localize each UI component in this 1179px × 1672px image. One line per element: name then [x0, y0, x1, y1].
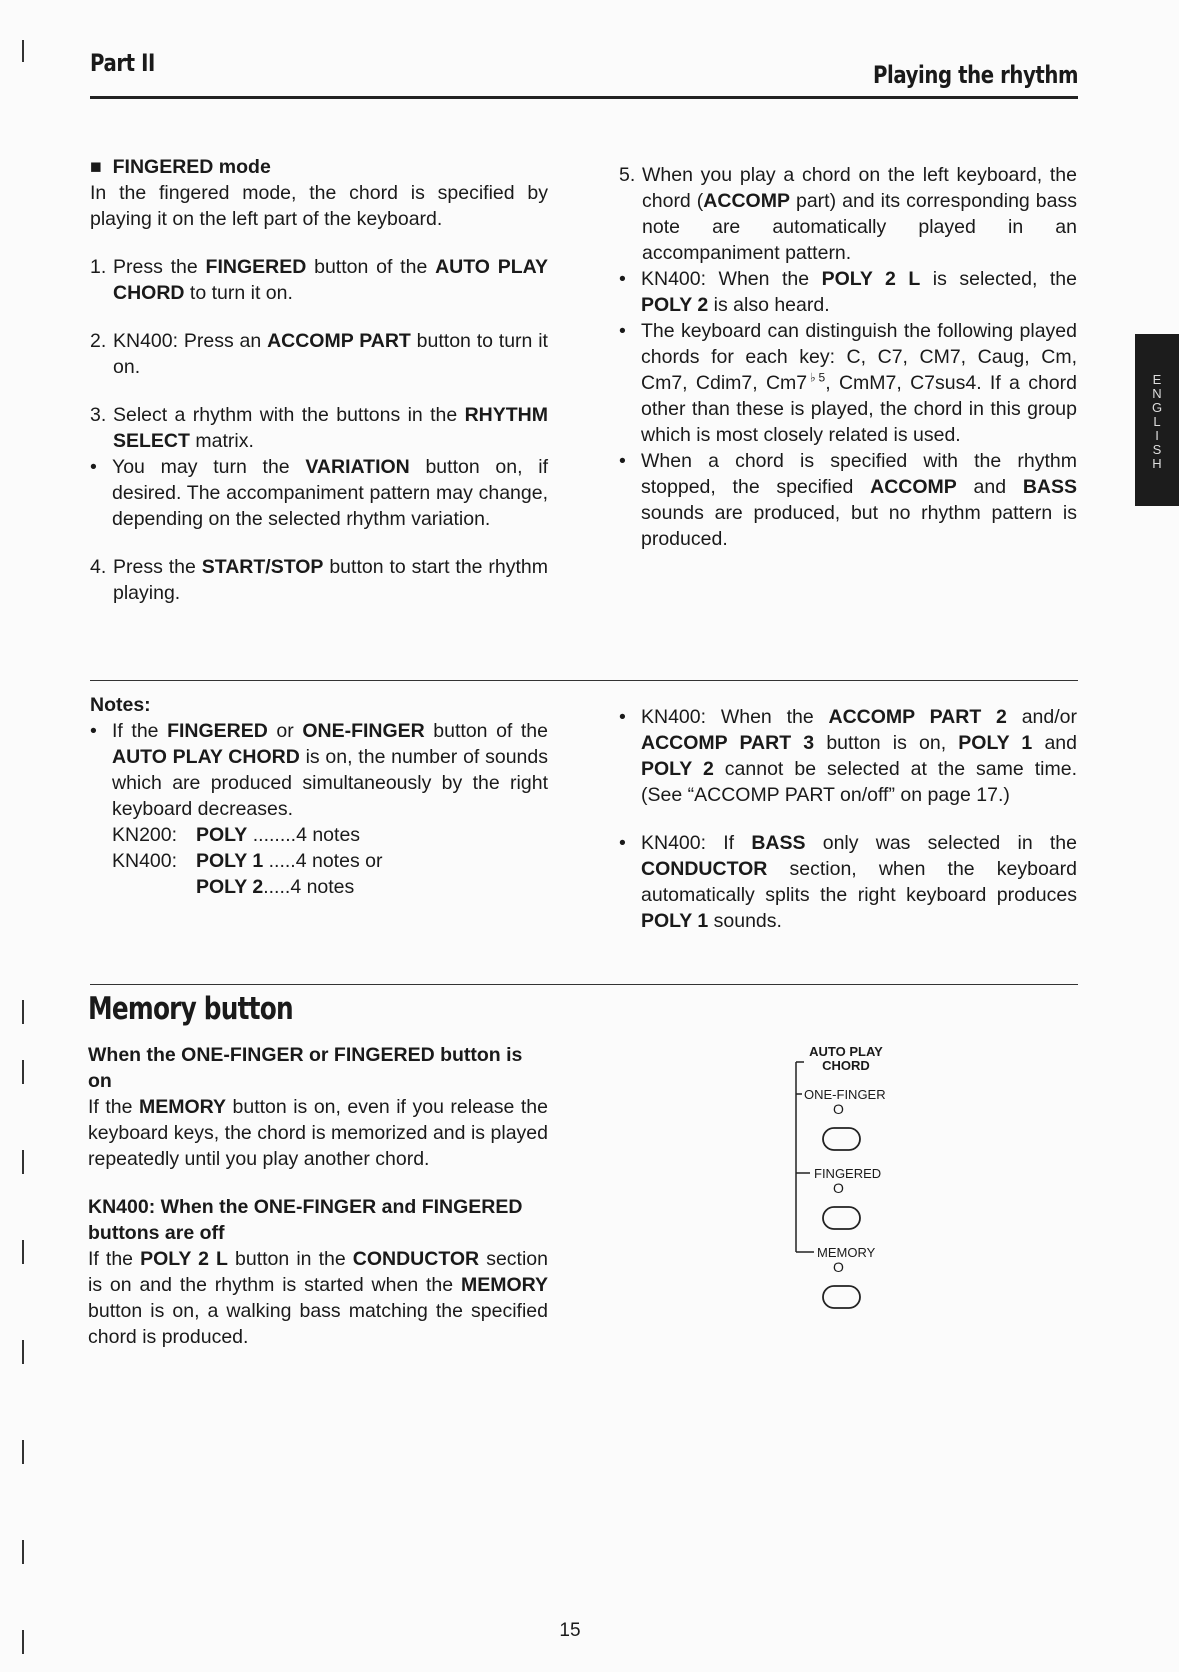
- header-rule: [90, 96, 1078, 99]
- memory-rule: [90, 984, 1078, 985]
- margin-mark: [22, 40, 24, 62]
- step-3-bullet: • You may turn the VARIATION button on, if desired. The accompaniment pattern may change, depending on the selected rhythm variation.: [90, 456, 548, 530]
- intro-paragraph: In the fingered mode, the chord is specified by playing it on the left part of the keyboard.: [90, 182, 548, 230]
- step-5: 5. When you play a chord on the left keyboard, the chord (ACCOMP part) and its corresponding bass note are automatically played in an accompaniment pattern.: [619, 164, 1077, 264]
- one-finger-label: ONE-FINGER: [804, 1087, 886, 1102]
- step-2: 2. KN400: Press an ACCOMP PART button to turn it on.: [90, 330, 548, 378]
- auto-play-chord-panel: [790, 1040, 930, 1330]
- tab-letter: S: [1152, 442, 1162, 457]
- panel-bracket: [790, 1040, 930, 1330]
- tab-letter: I: [1155, 428, 1159, 443]
- memory-button[interactable]: [823, 1286, 860, 1308]
- subheading-finger-on: When the ONE-FINGER or FINGERED button is on: [88, 1044, 523, 1092]
- panel-title-2: CHORD: [822, 1058, 870, 1073]
- margin-mark: [22, 1000, 24, 1024]
- panel-title-1: AUTO PLAY: [809, 1044, 883, 1059]
- margin-mark: [22, 1630, 24, 1654]
- page-number: 15: [559, 1620, 581, 1641]
- note-bass-split: • KN400: If BASS only was selected in the CONDUCTOR section, when the keyboard automatically splits the right keyboard produces POLY 1 sounds.: [619, 832, 1077, 932]
- margin-mark: [22, 1440, 24, 1464]
- one-finger-led: O: [833, 1101, 844, 1117]
- memory-section: [88, 1042, 548, 1350]
- page-title: Playing the rhythm: [872, 61, 1078, 89]
- tab-letter: L: [1153, 414, 1161, 429]
- fingered-led: O: [833, 1180, 844, 1196]
- language-tab: [1135, 334, 1179, 506]
- notes-right: [619, 704, 1077, 934]
- notes-title: Notes:: [90, 694, 151, 716]
- bullet-chord-list: • The keyboard can distinguish the following played chords for each key: C, C7, CM7, Caug, Cm, Cm7, Cdim7, $Cm7^{♭5}$, CmM7, C7sus4. If a chord other than these is played, the chord in this group which is most closely related is used.: [619, 320, 1077, 446]
- tab-letter: G: [1151, 400, 1163, 415]
- note-polyphony: • If the FINGERED or ONE-FINGER button of the AUTO PLAY CHORD is on, the number of sounds which are produced simultaneously by the right keyboard decreases.: [90, 720, 549, 820]
- margin-mark: [22, 1240, 24, 1264]
- kn400-polyphony-2: POLY 2.....4 notes: [196, 876, 355, 898]
- memory-led: O: [833, 1259, 844, 1275]
- section-heading: ■ FINGERED mode: [90, 156, 271, 178]
- memory-section-title: Memory button: [88, 991, 293, 1027]
- tab-letter: E: [1152, 372, 1162, 387]
- margin-mark: [22, 1150, 24, 1174]
- fingered-mode-section: [90, 154, 548, 606]
- step-1: 1. Press the FINGERED button of the AUTO PLAY CHORD to turn it on.: [90, 256, 548, 304]
- bullet-rhythm-stopped: • When a chord is specified with the rhythm stopped, the specified ACCOMP and BASS sounds are produced, but no rhythm pattern is produced.: [619, 450, 1077, 550]
- memory-paragraph-2: If the POLY 2 L button in the CONDUCTOR section is on and the rhythm is started when the MEMORY button is on, a walking bass matching the specified chord is produced.: [88, 1248, 548, 1348]
- notes-left: [90, 692, 548, 900]
- margin-mark: [22, 1340, 24, 1364]
- notes-rule: [90, 680, 1078, 681]
- step-4: 4. Press the START/STOP button to start the rhythm playing.: [90, 556, 548, 604]
- tab-letter: N: [1152, 386, 1162, 401]
- margin-mark: [22, 1540, 24, 1564]
- kn200-polyphony: KN200: POLY ........4 notes: [112, 824, 361, 846]
- part-label: Part II: [90, 49, 155, 77]
- step-3: 3. Select a rhythm with the buttons in the RHYTHM SELECT matrix.: [90, 404, 548, 452]
- bullet-poly2l: • KN400: When the POLY 2 L is selected, the POLY 2 is also heard.: [619, 268, 1078, 316]
- tab-letter: H: [1152, 456, 1162, 471]
- memory-paragraph-1: If the MEMORY button is on, even if you release the keyboard keys, the chord is memorized and is played repeatedly until you play another chord.: [88, 1096, 548, 1170]
- subheading-finger-off: KN400: When the ONE-FINGER and FINGERED buttons are off: [88, 1196, 523, 1244]
- kn400-polyphony-1: KN400: POLY 1 .....4 notes or: [112, 850, 383, 872]
- one-finger-button[interactable]: [823, 1128, 860, 1150]
- fingered-label: FINGERED: [814, 1166, 882, 1181]
- margin-mark: [22, 1060, 24, 1084]
- memory-label: MEMORY: [817, 1245, 876, 1260]
- note-accomp-part: • KN400: When the ACCOMP PART 2 and/or ACCOMP PART 3 button is on, POLY 1 and POLY 2 cannot be selected at the same time. (See “ACCOMP PART on/off” on page 17.): [619, 706, 1077, 806]
- fingered-button[interactable]: [823, 1207, 860, 1229]
- chord-notes-section: [619, 162, 1077, 552]
